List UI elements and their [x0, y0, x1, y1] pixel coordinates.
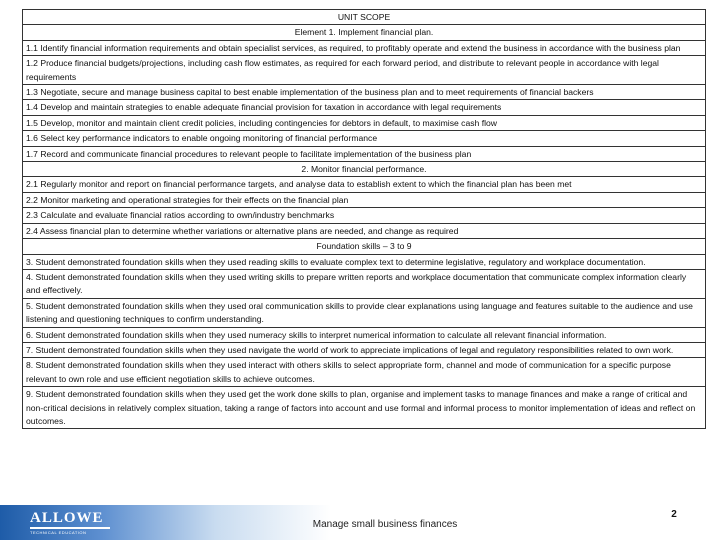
table-row [23, 208, 706, 223]
table-row [23, 298, 706, 327]
foundation-skill: 8. Student demonstrated foundation skills when they used interact with others skills to select appropriate form, channel and mode of communication for a specific purpose relevant to own role and use efficient negotiation skills to achieve outcomes. [23, 358, 706, 387]
foundation-skill: 7. Student demonstrated foundation skills when they used navigate the world of work to appreciate implications of legal and regulatory responsibilities related to own work. [23, 342, 706, 357]
table-row [23, 100, 706, 115]
logo-underline [30, 527, 110, 529]
allowe-logo [30, 510, 112, 534]
table-row [23, 342, 706, 357]
table-row [23, 131, 706, 146]
performance-criterion: 1.6 Select key performance indicators to enable ongoing monitoring of financial performance [23, 131, 706, 146]
foundation-skill: 4. Student demonstrated foundation skills when they used writing skills to prepare written reports and workplace documentation that communicate complex information clearly and effectively. [23, 269, 706, 298]
table-row [23, 269, 706, 298]
performance-criterion: 1.5 Develop, monitor and maintain client credit policies, including contingencies for debtors in default, to maximise cash flow [23, 115, 706, 130]
page-number: 2 [671, 509, 677, 520]
table-row [23, 327, 706, 342]
table-row [23, 40, 706, 55]
foundation-skill: 3. Student demonstrated foundation skills when they used reading skills to evaluate complex text to determine legislative, regulatory and workplace documentation. [23, 254, 706, 269]
unit-scope-table [22, 9, 706, 429]
table-row [23, 239, 706, 254]
performance-criterion: 1.3 Negotiate, secure and manage business capital to best enable implementation of the business plan and to meet requirements of financial backers [23, 85, 706, 100]
footer-title: Manage small business finances [312, 519, 458, 530]
performance-criterion: 1.7 Record and communicate financial procedures to relevant people to facilitate implementation of the business plan [23, 146, 706, 161]
performance-criterion: 1.1 Identify financial information requirements and obtain specialist services, as required, to profitably operate and extend the business in accordance with the business plan [23, 40, 706, 55]
performance-criterion: 2.2 Monitor marketing and operational strategies for their effects on the financial plan [23, 192, 706, 207]
performance-criterion: 2.3 Calculate and evaluate financial ratios according to own/industry benchmarks [23, 208, 706, 223]
element-1-title: Element 1. Implement financial plan. [23, 25, 706, 40]
table-row [23, 10, 706, 25]
table-row [23, 387, 706, 429]
foundation-skill: 9. Student demonstrated foundation skills when they used get the work done skills to plan, organise and implement tasks to manage finances and make a range of critical and non-critical decisions in relatively complex situation, taking a range of factors into account and use formal and informal process to monitor implementation of ideas and reflect on outcomes. [23, 387, 706, 429]
performance-criterion: 1.2 Produce financial budgets/projections, including cash flow estimates, as required for each forward period, and distribute to relevant people in accordance with legal requirements [23, 56, 706, 85]
table-row [23, 115, 706, 130]
unit-scope-header: UNIT SCOPE [23, 10, 706, 25]
logo-tagline: TECHNICAL EDUCATION [30, 530, 87, 535]
table-row [23, 162, 706, 177]
table-row [23, 177, 706, 192]
table-row [23, 25, 706, 40]
performance-criterion: 1.4 Develop and maintain strategies to enable adequate financial provision for taxation in accordance with legal requirements [23, 100, 706, 115]
table-row [23, 358, 706, 387]
element-2-title: 2. Monitor financial performance. [23, 162, 706, 177]
table-row [23, 85, 706, 100]
table-row [23, 192, 706, 207]
performance-criterion: 2.1 Regularly monitor and report on financial performance targets, and analyse data to establish extent to which the financial plan has been met [23, 177, 706, 192]
table-row [23, 254, 706, 269]
foundation-skill: 6. Student demonstrated foundation skills when they used numeracy skills to interpret numerical information to calculate all relevant financial information. [23, 327, 706, 342]
table-row [23, 223, 706, 238]
table-row [23, 56, 706, 85]
foundation-skills-title: Foundation skills – 3 to 9 [23, 239, 706, 254]
foundation-skill: 5. Student demonstrated foundation skills when they used oral communication skills to provide clear explanations using language and features suitable to the audience and use listening and questioning techniques to confirm understanding. [23, 298, 706, 327]
logo-text: ALLOWE [30, 510, 104, 526]
table-row [23, 146, 706, 161]
performance-criterion: 2.4 Assess financial plan to determine whether variations or alternative plans are needed, and change as required [23, 223, 706, 238]
